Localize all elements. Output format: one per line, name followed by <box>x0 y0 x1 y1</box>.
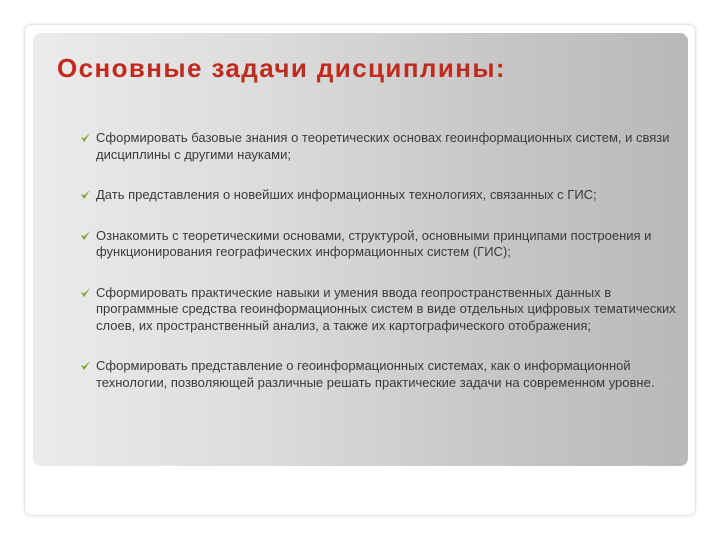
slide-title: Основные задачи дисциплины: <box>57 53 506 83</box>
bullet-list <box>78 130 676 415</box>
bullet-text: Сформировать практические навыки и умения ввода геопространственных данных в программные средства геоинформационных систем в виде отдельных цифровых тематических слоев, их пространственный анализ, а также их картографического отображения; <box>96 284 676 333</box>
checkmark-icon <box>80 287 91 298</box>
checkmark-icon <box>80 360 91 371</box>
bullet-text: Дать представления о новейших информационных технологиях, связанных с ГИС; <box>96 187 597 202</box>
bullet-item <box>78 130 676 163</box>
bullet-item <box>78 187 676 204</box>
bullet-text: Ознакомить с теоретическими основами, структурой, основными принципами построения и функционирования географических информационных систем (ГИС); <box>96 227 652 259</box>
checkmark-icon <box>80 230 91 241</box>
bullet-item <box>78 285 676 335</box>
bullet-text: Сформировать базовые знания о теоретических основах геоинформационных систем, и связи дисциплины с другими науками; <box>96 130 670 162</box>
checkmark-icon <box>80 189 91 200</box>
checkmark-icon <box>80 132 91 143</box>
bullet-item <box>78 228 676 261</box>
bullet-item <box>78 358 676 391</box>
bullet-text: Сформировать представление о геоинформационных системах, как о информационной технологии, позволяющей различные решать практические задачи на современном уровне. <box>96 358 655 390</box>
